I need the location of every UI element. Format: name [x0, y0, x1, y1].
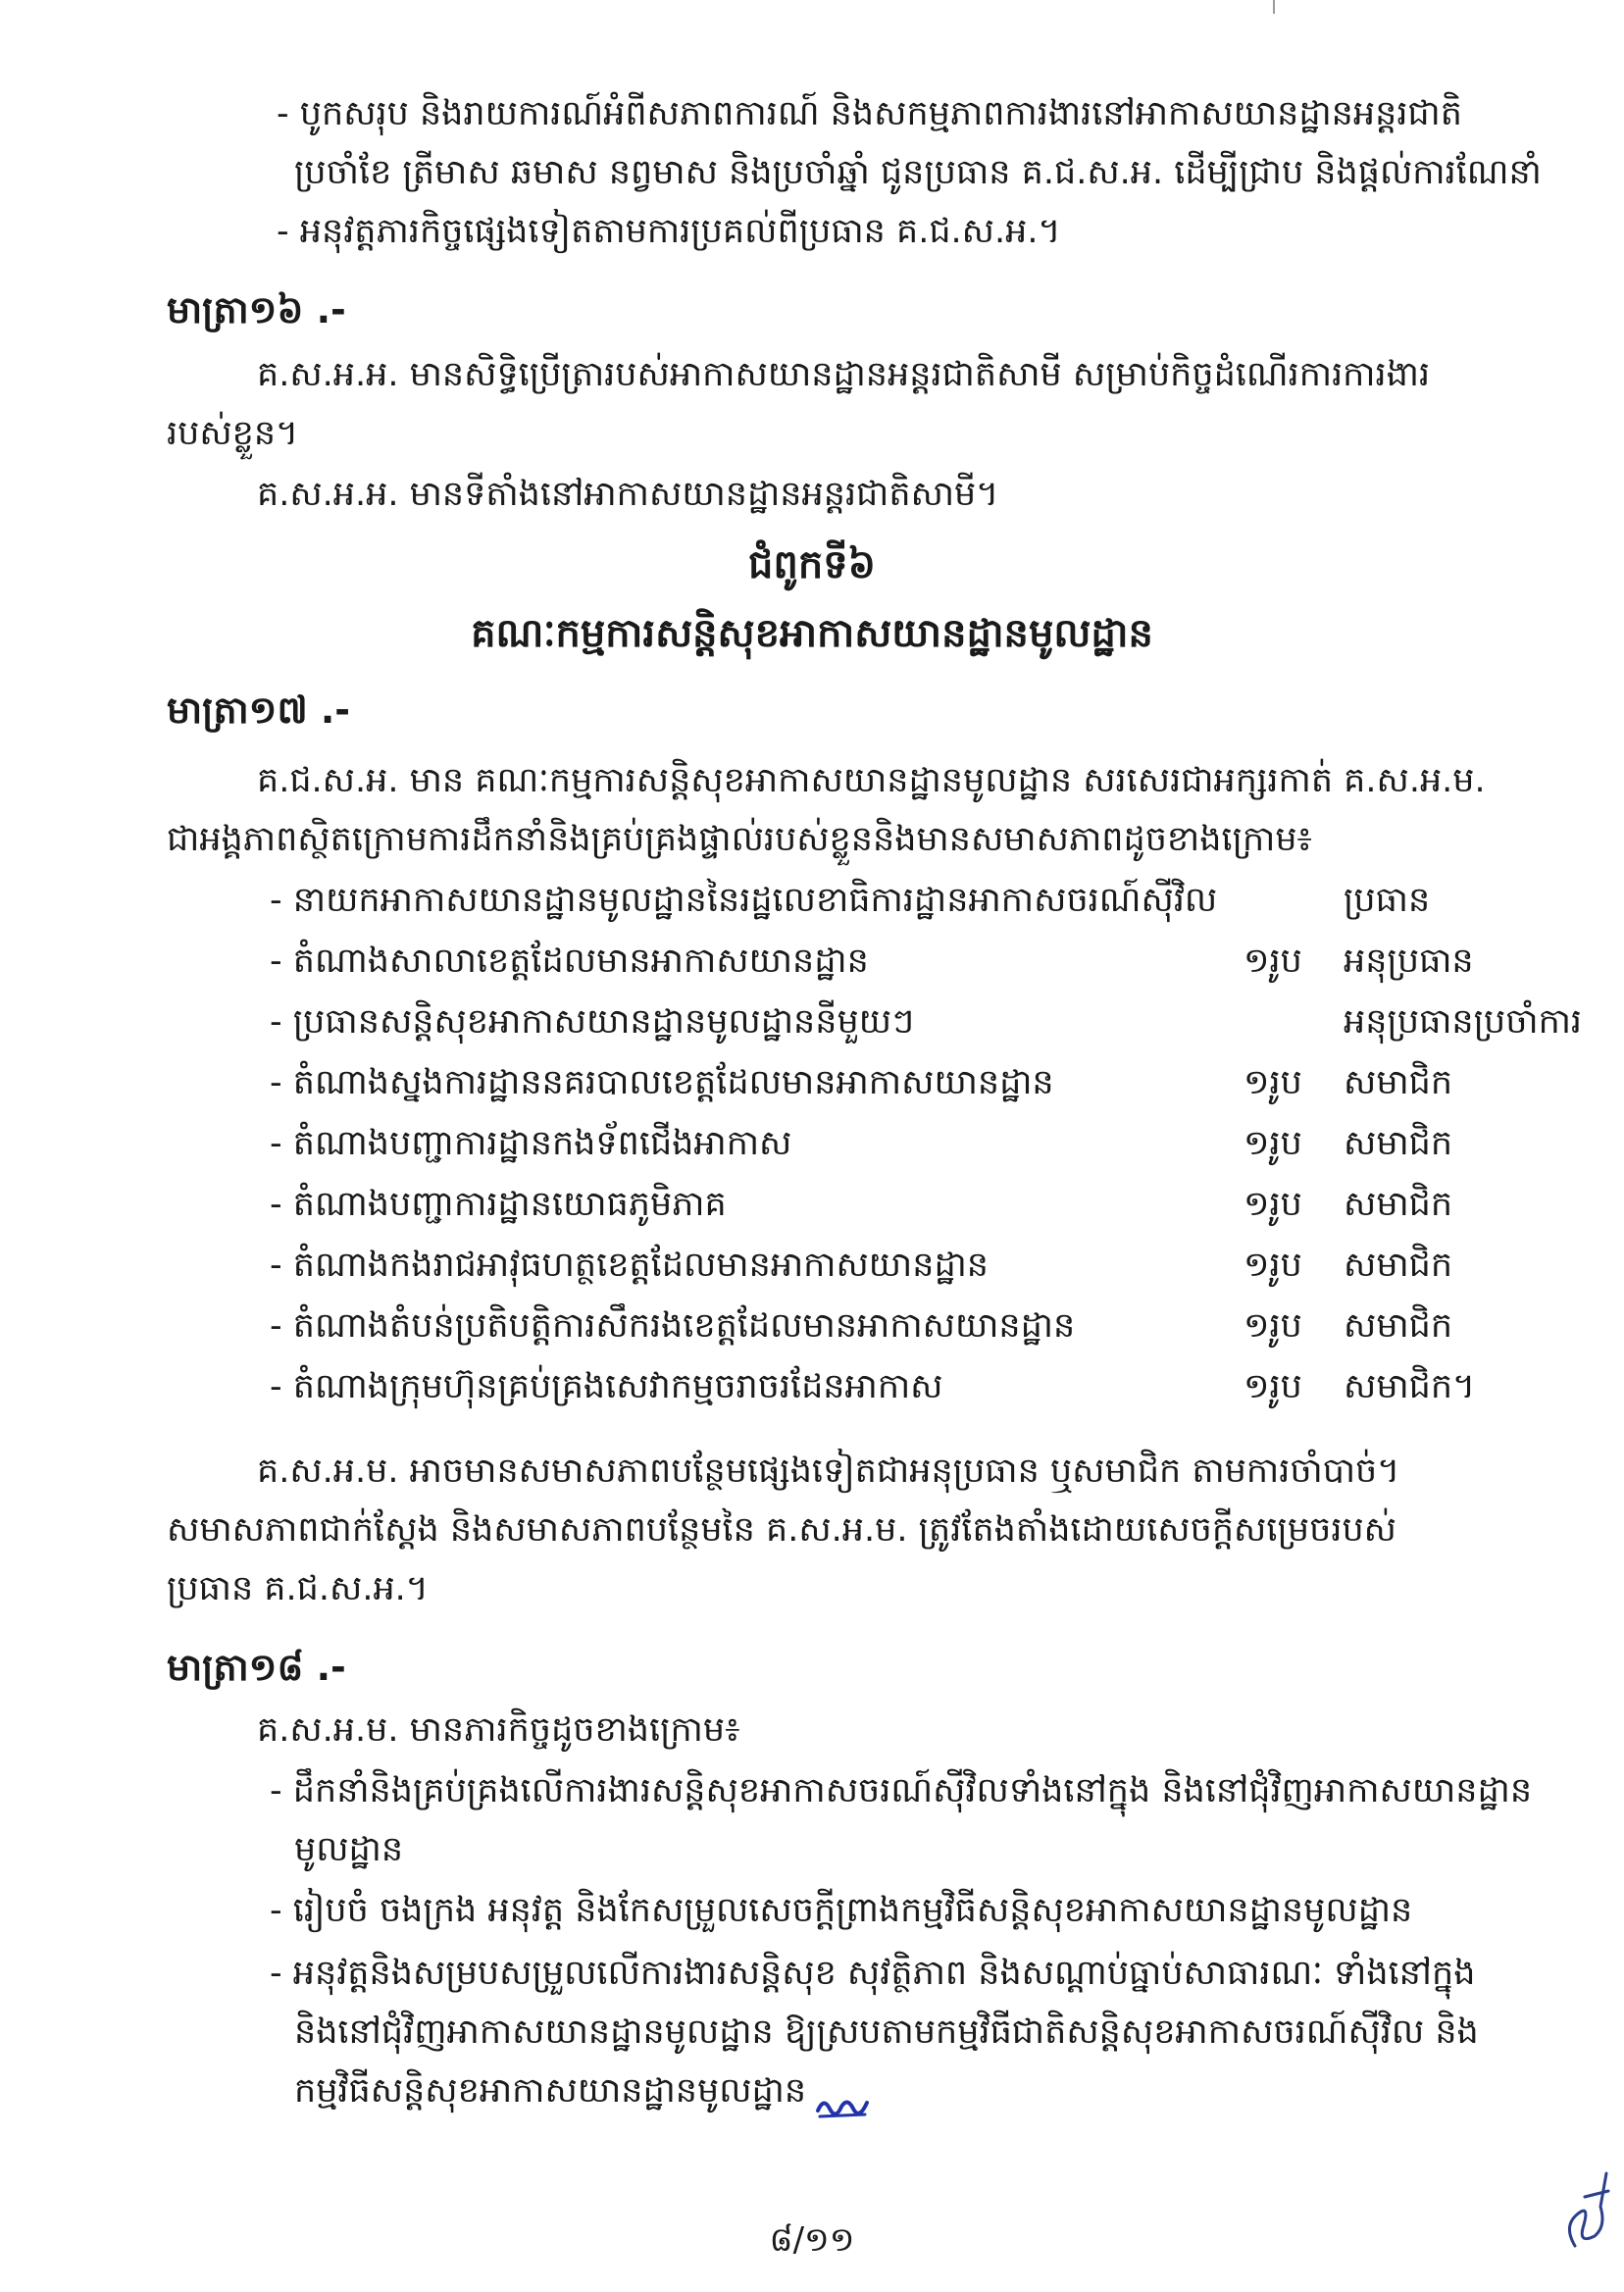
member-name: - តំណាងសាលាខេត្តដែលមានអាកាសយានដ្ឋាន [270, 942, 869, 981]
article-17-closing-line1: គ.ស.អ.ម. អាចមានសមាសភាពបន្ថែមផ្សេងទៀតជាអនុប្រធាន ឬសមាជិក តាមការចាំបាច់។ [257, 1452, 1400, 1491]
member-name: - តំណាងបញ្ជាការដ្ឋានកងទ័ពជើងអាកាស [270, 1124, 792, 1163]
member-role: សមាជិក [1344, 1185, 1453, 1224]
member-name: - នាយកអាកាសយានដ្ឋានមូលដ្ឋាននៃរដ្ឋលេខាធិការដ្ឋានអាកាសចរណ៍ស៊ីវិល [270, 881, 1218, 920]
handwritten-mark-icon [814, 2089, 873, 2122]
member-role: សមាជិក [1344, 1124, 1453, 1163]
article-16-heading: មាត្រា១៦ .- [167, 288, 346, 331]
member-count: ១រូប [1243, 1306, 1302, 1346]
article-18-heading: មាត្រា១៨ .- [167, 1646, 346, 1689]
member-count: ១រូប [1243, 1367, 1302, 1406]
member-name: - តំណាងតំបន់ប្រតិបត្តិការសឹករងខេត្តដែលមានអាកាសយានដ្ឋាន [270, 1306, 1076, 1346]
member-count: ១រូប [1243, 1063, 1302, 1102]
member-name: - តំណាងបញ្ជាការដ្ឋានយោធភូមិភាគ [270, 1185, 727, 1224]
article-18-bullet3-line1: - អនុវត្តនិងសម្របសម្រួលលើការងារសន្តិសុខ សុវត្ថិភាព និងសណ្តាប់ធ្នាប់សាធារណៈ ទាំងនៅក្នុង [270, 1954, 1476, 1993]
member-count: ១រូប [1243, 1124, 1302, 1163]
article-16-para2: គ.ស.អ.អ. មានទីតាំងនៅអាកាសយានដ្ឋានអន្តរជាតិសាមី។ [257, 475, 999, 514]
member-role: អនុប្រធានប្រចាំការ [1344, 1002, 1583, 1042]
scan-mark [1273, 0, 1275, 14]
member-role: អនុប្រធាន [1344, 942, 1474, 981]
article-18-bullet1-line2: មូលដ្ឋាន [294, 1830, 404, 1869]
member-name: - តំណាងក្រុមហ៊ុនគ្រប់គ្រងសេវាកម្មចរាចរដែនអាកាស [270, 1367, 943, 1406]
article-17-intro-line2: ជាអង្គភាពស្ថិតក្រោមការដឹកនាំនិងគ្រប់គ្រងផ្ទាល់របស់ខ្លួននិងមានសមាសភាពដូចខាងក្រោម៖ [167, 820, 1312, 859]
member-name: - ប្រធានសន្តិសុខអាកាសយានដ្ឋានមូលដ្ឋាននីមួយៗ [270, 1002, 915, 1042]
article-16-para1-line2: របស់ខ្លួន។ [167, 414, 299, 453]
intro-bullet-1: - បូកសរុប និងរាយការណ៍អំពីសភាពការណ៍ និងសកម្មភាពការងារនៅអាកាសយានដ្ឋានអន្តរជាតិ [277, 94, 1462, 133]
member-role: សមាជិក។ [1344, 1367, 1476, 1406]
article-18-bullet1-line1: - ដឹកនាំនិងគ្រប់គ្រងលើការងារសន្តិសុខអាកាសចរណ៍ស៊ីវិលទាំងនៅក្នុង និងនៅជុំវិញអាកាសយានដ្ឋាន [270, 1771, 1533, 1810]
article-17-intro-line1: គ.ជ.ស.អ. មាន គណៈកម្មការសន្តិសុខអាកាសយានដ្ឋានមូលដ្ឋាន សរសេរជាអក្សរកាត់ គ.ស.អ.ម. [257, 761, 1486, 800]
article-18-bullet3-line3: កម្មវិធីសន្តិសុខអាកាសយានដ្ឋានមូលដ្ឋាន [294, 2071, 807, 2111]
chapter-number: ជំពូកទី៦ [748, 542, 876, 587]
member-role: ប្រធាន [1344, 881, 1431, 920]
member-count: ១រូប [1243, 942, 1302, 981]
member-role: សមាជិក [1344, 1306, 1453, 1346]
article-18-bullet3-line2: និងនៅជុំវិញអាកាសយានដ្ឋានមូលដ្ឋាន ឱ្យស្របតាមកម្មវិធីជាតិសន្តិសុខអាកាសចរណ៍ស៊ីវិល និង [294, 2012, 1479, 2052]
page-number: ៨/១១ [769, 2220, 855, 2260]
chapter-title: គណៈកម្មការសន្តិសុខអាកាសយានដ្ឋានមូលដ្ឋាន [471, 611, 1153, 656]
article-18-bullet2: - រៀបចំ ចងក្រង អនុវត្ត និងកែសម្រួលសេចក្តីព្រាងកម្មវិធីសន្តិសុខអាកាសយានដ្ឋានមូលដ្ឋាន [270, 1891, 1413, 1930]
article-16-para1-line1: គ.ស.អ.អ. មានសិទ្ធិប្រើត្រារបស់អាកាសយានដ្ឋានអន្តរជាតិសាមី សម្រាប់កិច្ចដំណើរការការងារ [257, 355, 1431, 394]
signature-icon [1555, 2167, 1614, 2256]
article-17-heading: មាត្រា១៧ .- [167, 688, 351, 732]
intro-bullet-2: - អនុវត្តភារកិច្ចផ្សេងទៀតតាមការប្រគល់ពីប្រធាន គ.ជ.ស.អ.។ [277, 212, 1061, 251]
intro-bullet-1-cont: ប្រចាំខែ ត្រីមាស ឆមាស នព្វមាស និងប្រចាំឆ្នាំ ជូនប្រធាន គ.ជ.ស.អ. ដើម្បីជ្រាប និងផ្តល់ការណែនាំ [294, 153, 1542, 192]
member-role: សមាជិក [1344, 1063, 1453, 1102]
article-17-closing-line3: ប្រធាន គ.ជ.ស.អ.។ [167, 1569, 429, 1608]
article-17-closing-line2: សមាសភាពជាក់ស្តែង និងសមាសភាពបន្ថែមនៃ គ.ស.អ.ម. ត្រូវតែងតាំងដោយសេចក្តីសម្រេចរបស់ [167, 1510, 1397, 1550]
member-role: សមាជិក [1344, 1246, 1453, 1285]
member-count: ១រូប [1243, 1246, 1302, 1285]
article-18-intro: គ.ស.អ.ម. មានភារកិច្ចដូចខាងក្រោម៖ [257, 1710, 740, 1750]
member-count: ១រូប [1243, 1185, 1302, 1224]
member-name: - តំណាងស្នងការដ្ឋាននគរបាលខេត្តដែលមានអាកាសយានដ្ឋាន [270, 1063, 1054, 1102]
member-name: - តំណាងកងរាជអាវុធហត្ថខេត្តដែលមានអាកាសយានដ្ឋាន [270, 1246, 989, 1285]
